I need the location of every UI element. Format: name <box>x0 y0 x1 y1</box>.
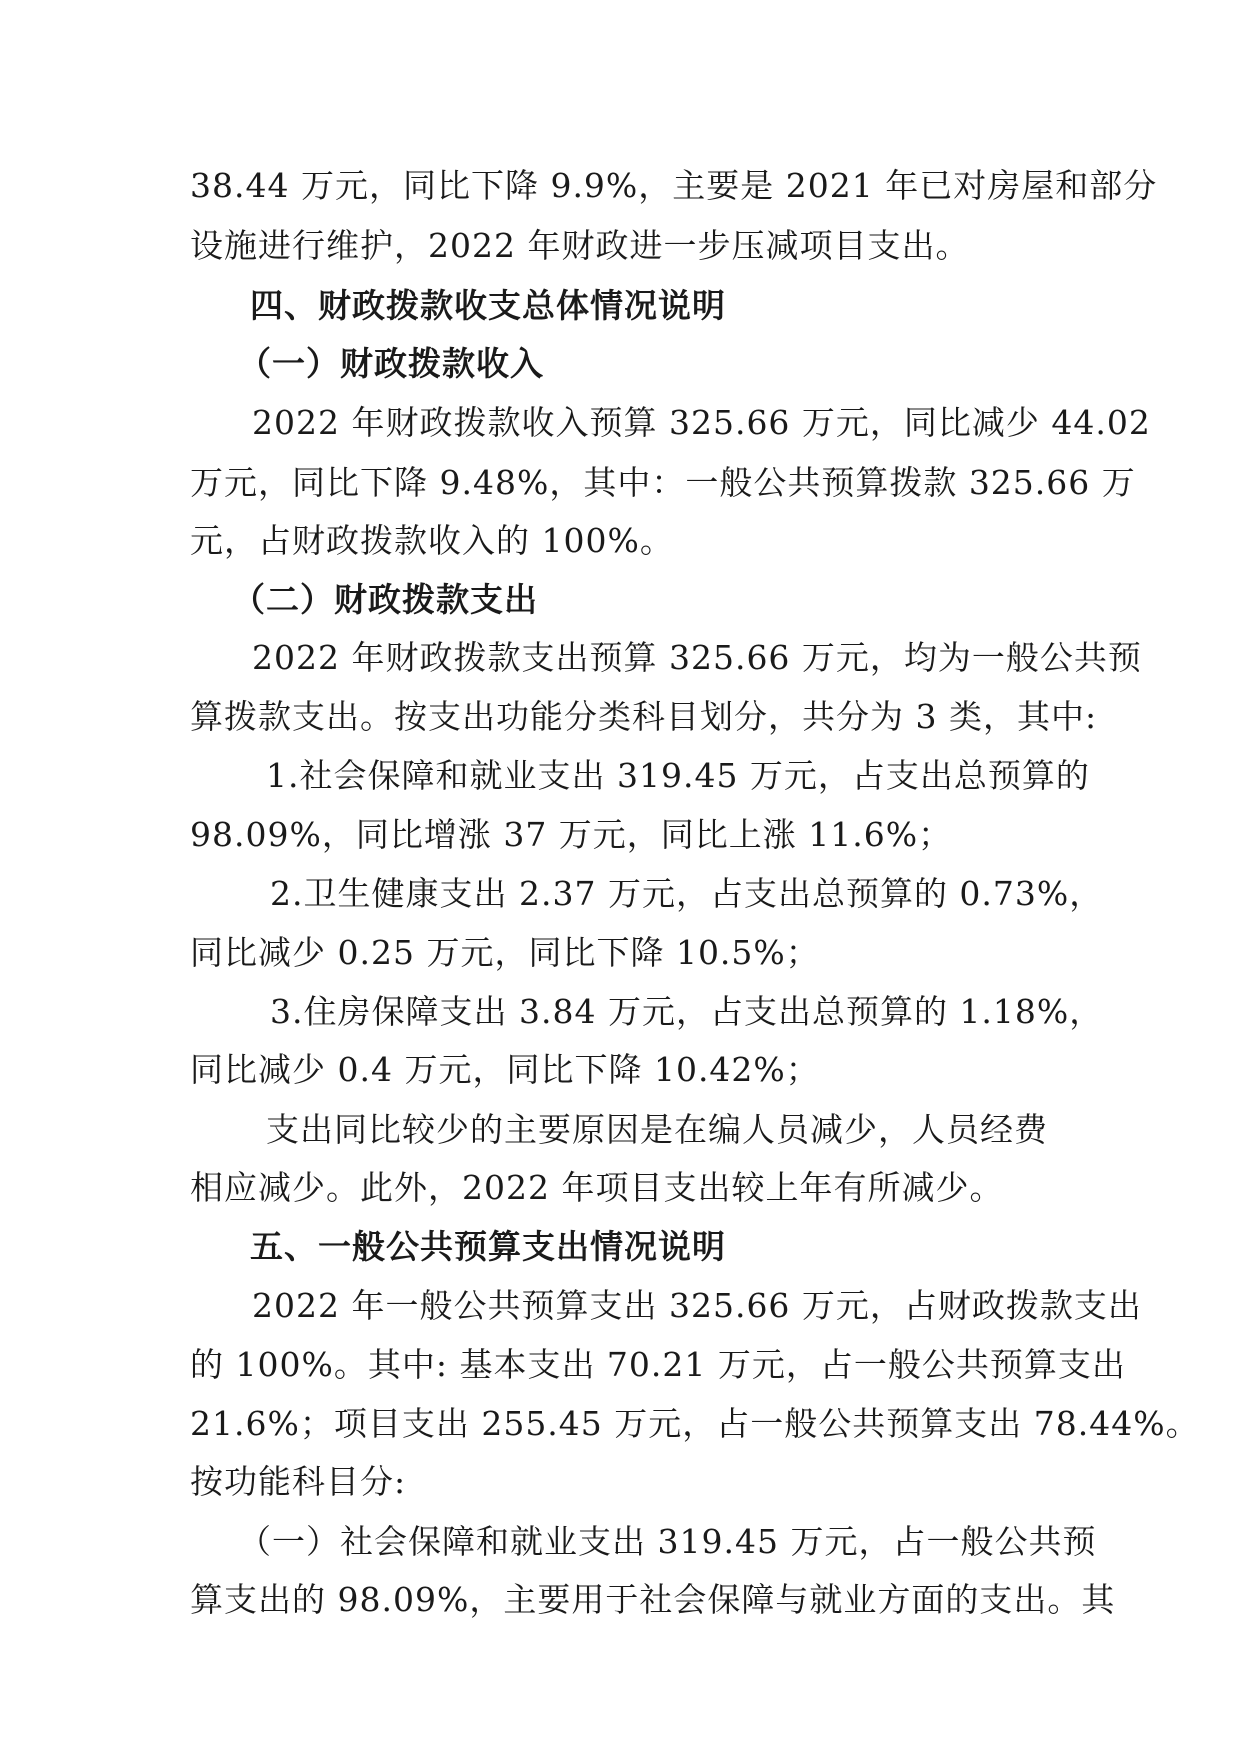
body-text-line: 2022 年一般公共预算支出 325.66 万元，占财政拨款支出 <box>252 1286 1142 1325</box>
section-heading: 五、一般公共预算支出情况说明 <box>250 1227 726 1266</box>
body-text-line: 元，占财政拨款收入的 100%。 <box>190 521 674 560</box>
body-text-line: 万元，同比下降 9.48%，其中：一般公共预算拨款 325.66 万 <box>190 463 1136 502</box>
list-item-line: 98.09%，同比增涨 37 万元，同比上涨 11.6%； <box>190 815 953 854</box>
body-text-line: 支出同比较少的主要原因是在编人员减少，人员经费 <box>266 1110 1048 1149</box>
subsection-heading: （二）财政拨款支出 <box>232 580 538 619</box>
body-text-line: 2022 年财政拨款收入预算 325.66 万元，同比减少 44.02 <box>252 403 1151 442</box>
body-text-line: 38.44 万元，同比下降 9.9%，主要是 2021 年已对房屋和部分 <box>190 166 1158 205</box>
list-item-line: 1.社会保障和就业支出 319.45 万元，占支出总预算的 <box>266 756 1090 795</box>
list-item-line: 同比减少 0.4 万元，同比下降 10.42%； <box>190 1050 820 1089</box>
body-text-line: 算支出的 98.09%，主要用于社会保障与就业方面的支出。其 <box>190 1580 1116 1619</box>
body-text-line: （一）社会保障和就业支出 319.45 万元，占一般公共预 <box>238 1522 1097 1561</box>
list-item-line: 同比减少 0.25 万元，同比下降 10.5%； <box>190 933 820 972</box>
body-text-line: 21.6%；项目支出 255.45 万元，占一般公共预算支出 78.44%。 <box>190 1404 1200 1443</box>
subsection-heading: （一）财政拨款收入 <box>238 344 544 383</box>
body-text-line: 的 100%。其中: 基本支出 70.21 万元，占一般公共预算支出 <box>190 1345 1126 1384</box>
body-text-line: 算拨款支出。按支出功能分类科目划分，共分为 3 类，其中: <box>190 697 1098 736</box>
list-item-line: 3.住房保障支出 3.84 万元，占支出总预算的 1.18%， <box>270 992 1104 1031</box>
body-text-line: 设施进行维护，2022 年财政进一步压减项目支出。 <box>190 226 970 265</box>
body-text-line: 2022 年财政拨款支出预算 325.66 万元，均为一般公共预 <box>252 638 1142 677</box>
body-text-line: 按功能科目分: <box>190 1462 407 1501</box>
list-item-line: 2.卫生健康支出 2.37 万元，占支出总预算的 0.73%， <box>270 874 1104 913</box>
section-heading: 四、财政拨款收支总体情况说明 <box>250 286 726 325</box>
body-text-line: 相应减少。此外，2022 年项目支出较上年有所减少。 <box>190 1168 1004 1207</box>
